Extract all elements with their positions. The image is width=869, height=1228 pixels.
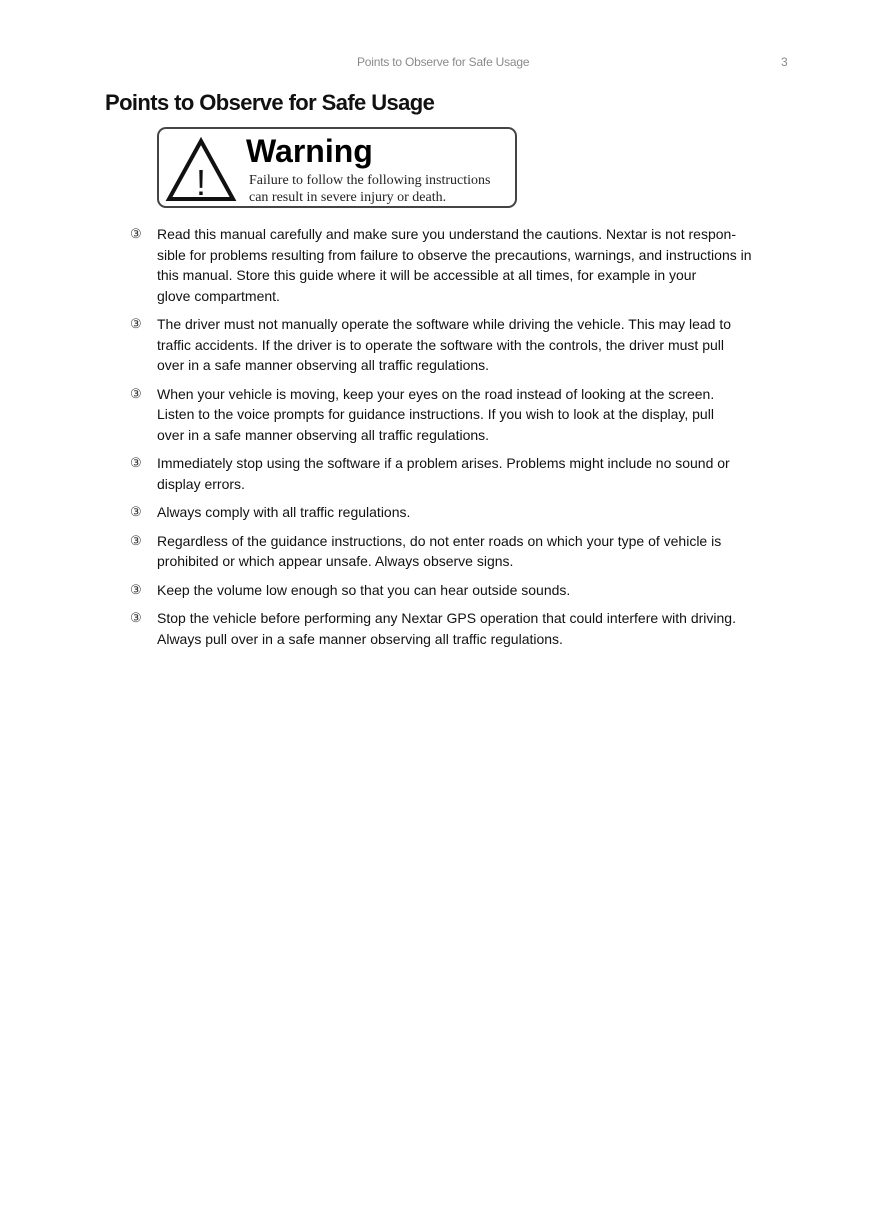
running-title: Points to Observe for Safe Usage	[357, 55, 530, 69]
list-item-text	[157, 384, 770, 446]
text-line: Immediately stop using the software if a problem arises. Problems might include no sound or	[157, 455, 730, 471]
bullet-marker: ③	[130, 316, 142, 331]
bullet-marker: ③	[130, 455, 142, 470]
list-item-text	[157, 580, 770, 601]
bullet-marker: ③	[130, 226, 142, 241]
text-line: sible for problems resulting from failure to observe the precautions, warnings, and instructions in	[157, 246, 752, 263]
list-item-text	[157, 531, 770, 572]
text-line: Listen to the voice prompts for guidance instructions. If you wish to look at the display, pull	[157, 406, 714, 422]
list-item	[130, 224, 770, 306]
list-item-text	[157, 502, 770, 523]
text-line: Always pull over in a safe manner observing all traffic regulations.	[157, 630, 563, 647]
warning-triangle-icon	[165, 137, 237, 203]
list-item	[130, 580, 770, 601]
list-item	[130, 453, 770, 494]
bullet-marker: ③	[130, 610, 142, 625]
warning-heading: Warning	[246, 133, 373, 169]
warning-box	[157, 127, 517, 208]
list-item-text	[157, 224, 770, 306]
text-line: display errors.	[157, 475, 245, 492]
list-item-text	[157, 453, 770, 494]
list-item	[130, 531, 770, 572]
bullet-marker: ③	[130, 385, 142, 401]
text-line: over in a safe manner observing all traffic regulations.	[157, 357, 490, 373]
bullet-marker: ③	[130, 504, 142, 519]
text-line: Always comply with all traffic regulations.	[157, 504, 411, 520]
list-item-text	[157, 314, 770, 376]
page-title: Points to Observe for Safe Usage	[105, 90, 435, 115]
bullet-marker: ③	[130, 532, 142, 548]
text-line: over in a safe manner observing all traffic regulations.	[157, 426, 490, 443]
text-line: Keep the volume low enough so that you can hear outside sounds.	[157, 581, 571, 598]
text-line: Regardless of the guidance instructions, do not enter roads on which your type of vehicle is	[157, 532, 722, 549]
list-item-text	[157, 608, 770, 649]
text-line: traffic accidents. If the driver is to operate the software with the controls, the driver must pull	[157, 336, 724, 353]
list-item	[130, 502, 770, 523]
warning-text-line: Failure to follow the following instructions	[249, 173, 491, 188]
warning-text	[249, 172, 511, 206]
safety-instruction-list	[130, 224, 770, 657]
warning-exclamation: !	[195, 162, 207, 203]
page-number: 3	[781, 55, 788, 69]
list-item	[130, 314, 770, 376]
text-line: When your vehicle is moving, keep your eyes on the road instead of looking at the screen.	[157, 385, 715, 402]
list-item	[130, 384, 770, 446]
list-item	[130, 608, 770, 649]
warning-text-line: can result in severe injury or death.	[249, 190, 447, 205]
text-line: prohibited or which appear unsafe. Always observe signs.	[157, 553, 514, 569]
text-line: Stop the vehicle before performing any Nextar GPS operation that could interfere with driving.	[157, 610, 736, 626]
text-line: Read this manual carefully and make sure you understand the cautions. Nextar is not respon-	[157, 226, 736, 242]
bullet-marker: ③	[130, 581, 142, 597]
text-line: this manual. Store this guide where it will be accessible at all times, for example in your	[157, 267, 697, 283]
text-line: The driver must not manually operate the software while driving the vehicle. This may lead to	[157, 316, 732, 332]
running-header	[0, 55, 869, 71]
text-line: glove compartment.	[157, 287, 280, 304]
